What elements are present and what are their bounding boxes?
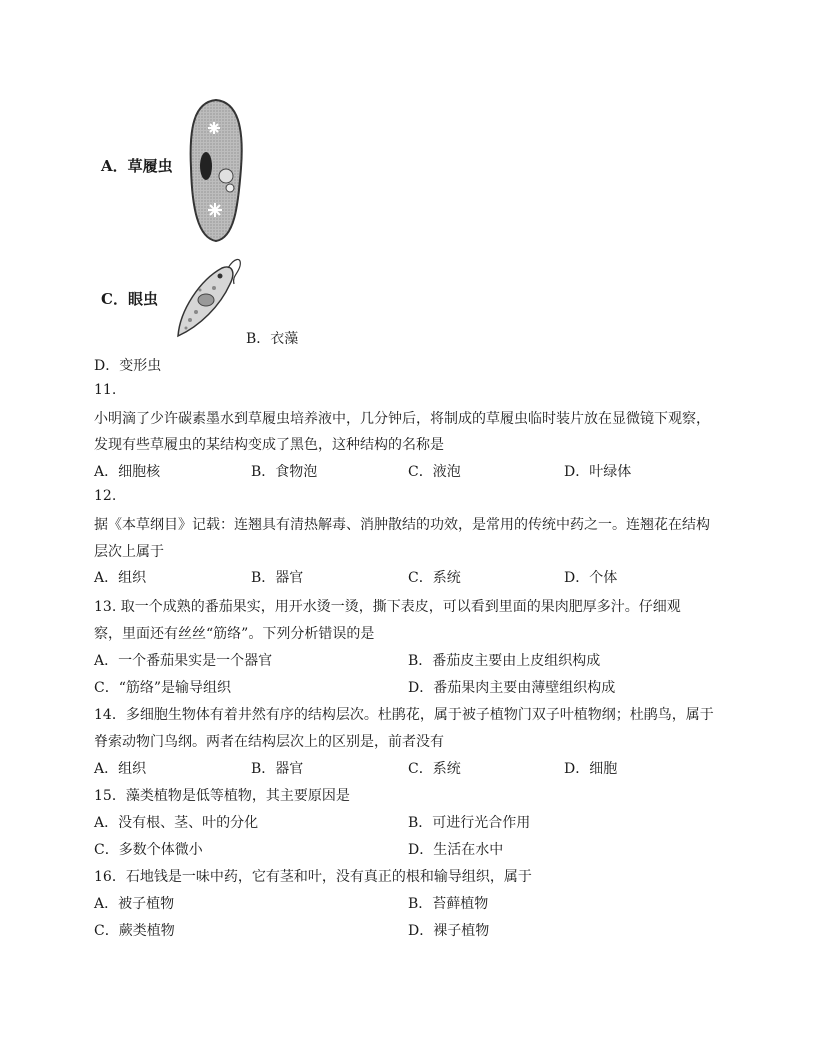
q14-option-c: C．系统 <box>408 761 461 777</box>
q11-number: 11. <box>94 382 117 398</box>
q16-stem-line1: 16．石地钱是一味中药，它有茎和叶，没有真正的根和输导组织，属于 <box>94 869 532 885</box>
q13-option-c: C．“筋络”是输导组织 <box>94 680 232 696</box>
q15-option-a: A．没有根、茎、叶的分化 <box>94 815 259 831</box>
q12-option-d: D．个体 <box>564 570 618 586</box>
q10-option-d: D．变形虫 <box>94 358 162 374</box>
q11-option-c: C．液泡 <box>408 464 461 480</box>
q15-stem-line1: 15．藻类植物是低等植物，其主要原因是 <box>94 788 350 804</box>
q15-option-c: C．多数个体微小 <box>94 842 203 858</box>
euglena-illustration <box>170 250 245 340</box>
q12-stem-line2: 层次上属于 <box>94 544 164 560</box>
q12-number: 12. <box>94 488 117 504</box>
q14-stem-line1: 14．多细胞生物体有着井然有序的结构层次。杜鹃花，属于被子植物门双子叶植物纲；杜鹃鸟，属于 <box>94 707 714 723</box>
q10-option-b: B．衣藻 <box>246 331 299 347</box>
q13-stem-line1: 13. 取一个成熟的番茄果实，用开水烫一烫，撕下表皮，可以看到里面的果肉肥厚多汁。仔细观 <box>94 599 681 615</box>
q14-option-b: B．器官 <box>251 761 304 777</box>
q11-option-a: A．细胞核 <box>94 464 161 480</box>
q13-option-d: D．番茄果肉主要由薄壁组织构成 <box>408 680 616 696</box>
q13-option-b: B．番茄皮主要由上皮组织构成 <box>408 653 601 669</box>
q16-option-b: B．苔藓植物 <box>408 896 489 912</box>
q12-option-b: B．器官 <box>251 570 304 586</box>
paramecium-illustration <box>186 98 246 243</box>
q12-stem-line1: 据《本草纲目》记载：连翘具有清热解毒、消肿散结的功效，是常用的传统中药之一。连翘花在结构 <box>94 517 710 533</box>
q14-option-d: D．细胞 <box>564 761 618 777</box>
q10-option-c: C．眼虫 <box>101 290 158 308</box>
q16-option-d: D．裸子植物 <box>408 923 490 939</box>
q14-stem-line2: 脊索动物门鸟纲。两者在结构层次上的区别是，前者没有 <box>94 734 444 750</box>
q11-option-d: D．叶绿体 <box>564 464 632 480</box>
q16-option-c: C．蕨类植物 <box>94 923 175 939</box>
q12-option-c: C．系统 <box>408 570 461 586</box>
q14-option-a: A．组织 <box>94 761 147 777</box>
q16-option-a: A．被子植物 <box>94 896 175 912</box>
q15-option-d: D．生活在水中 <box>408 842 504 858</box>
q11-stem-line2: 发现有些草履虫的某结构变成了黑色，这种结构的名称是 <box>94 437 444 453</box>
q10-option-a: A．草履虫 <box>101 157 173 175</box>
q13-stem-line2: 察，里面还有丝丝“筋络”。下列分析错误的是 <box>94 626 375 642</box>
q13-option-a: A．一个番茄果实是一个器官 <box>94 653 273 669</box>
q15-option-b: B．可进行光合作用 <box>408 815 531 831</box>
q12-option-a: A．组织 <box>94 570 147 586</box>
q11-option-b: B．食物泡 <box>251 464 318 480</box>
q11-stem-line1: 小明滴了少许碳素墨水到草履虫培养液中，几分钟后，将制成的草履虫临时装片放在显微镜下观察， <box>94 411 710 427</box>
